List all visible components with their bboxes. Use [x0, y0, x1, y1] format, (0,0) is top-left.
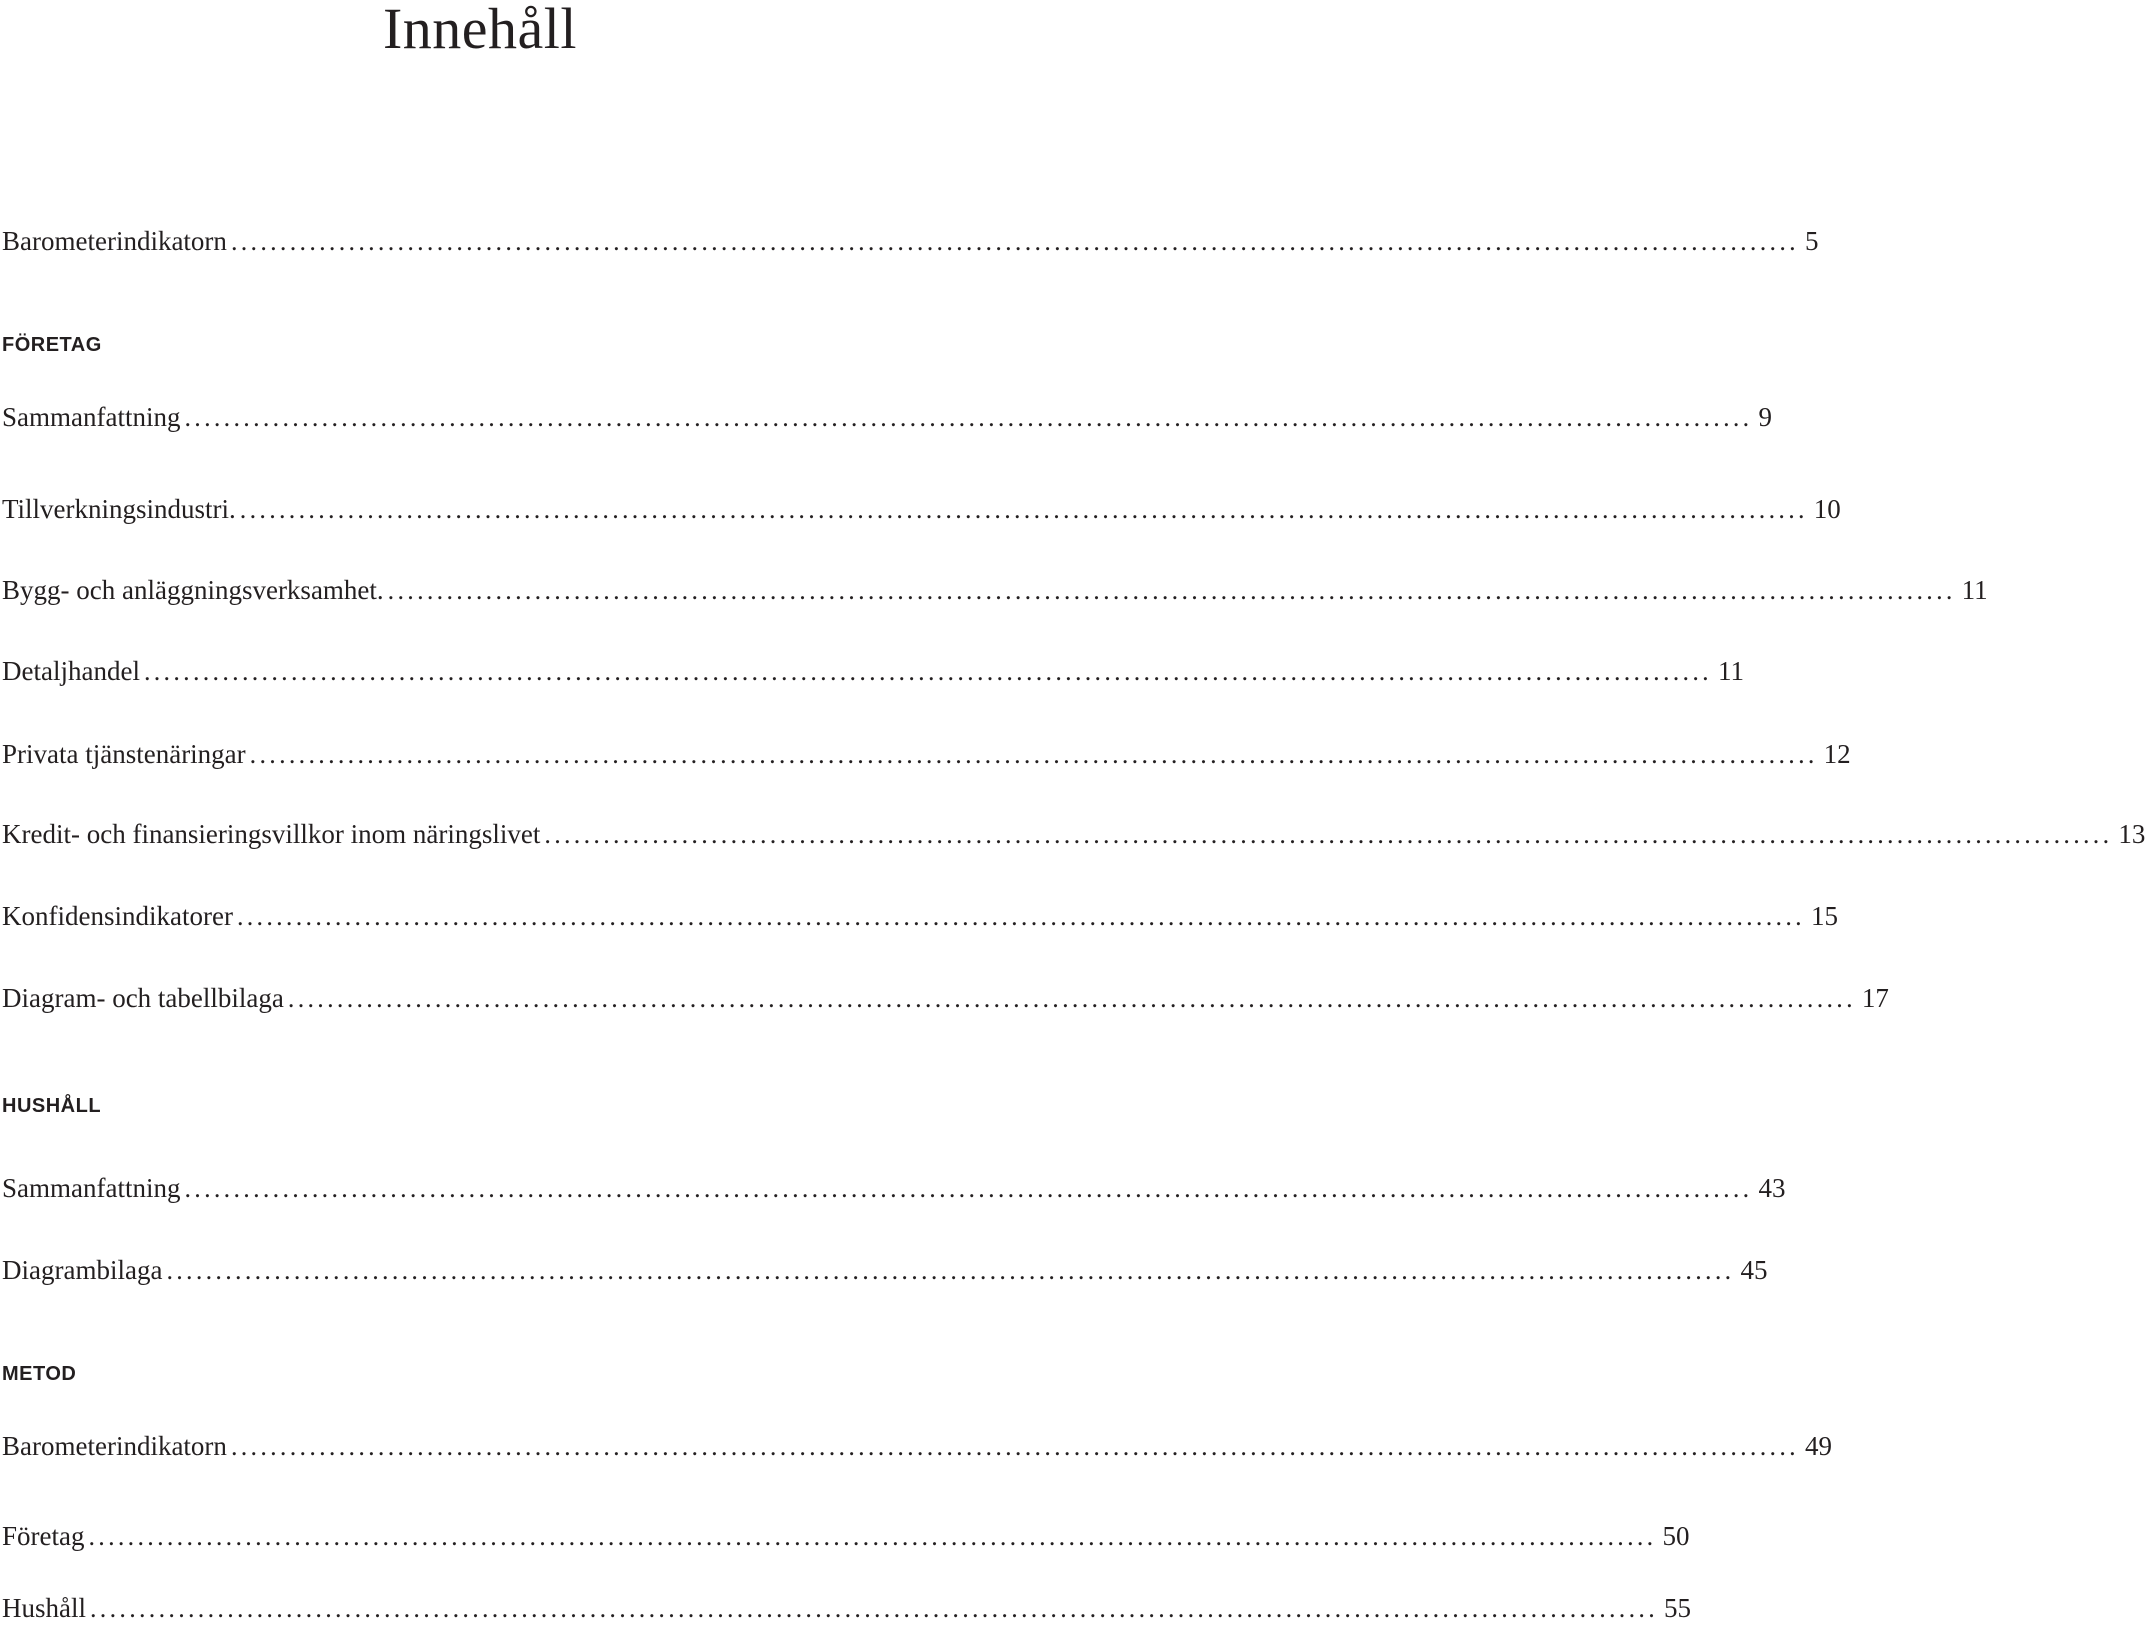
- toc-entry-page-number: 50: [1662, 1521, 1690, 1551]
- toc-entry-page-number: 5: [1804, 226, 1819, 256]
- toc-entry-page-number: 10: [1813, 494, 1841, 524]
- section-heading-foretag: FÖRETAG: [2, 334, 102, 356]
- toc-entry-privata-tjanstenaringar[interactable]: [2, 734, 1851, 774]
- toc-entry-barometerindikatorn[interactable]: [2, 221, 1819, 261]
- toc-entry-page-number: 45: [1740, 1255, 1768, 1285]
- dot-leader: ................................................................................................................................................................: [90, 1594, 1658, 1623]
- toc-entry-page-number: 49: [1804, 1431, 1832, 1461]
- toc-entry-diagram-och-tabellbilaga[interactable]: [2, 978, 1889, 1018]
- dot-leader: ................................................................................................................................................................: [239, 495, 1808, 524]
- dot-leader: ................................................................................................................................................................: [230, 1432, 1799, 1461]
- dot-leader: ................................................................................................................................................................: [387, 576, 1956, 605]
- toc-entry-foretag[interactable]: [2, 1516, 1690, 1556]
- toc-entry-label: Hushåll: [2, 1593, 86, 1623]
- toc-entry-label: Bygg- och anläggningsverksamhet.: [2, 575, 384, 605]
- toc-entry-page-number: 11: [1961, 575, 1988, 605]
- toc-entry-tillverkningsindustri[interactable]: [2, 489, 1841, 529]
- toc-entry-label: Barometerindikatorn: [2, 1431, 227, 1461]
- toc-entry-label: Detaljhandel: [2, 656, 140, 686]
- dot-leader: ................................................................................................................................................................: [88, 1522, 1657, 1551]
- dot-leader: ................................................................................................................................................................: [287, 984, 1856, 1013]
- toc-entry-label: Tillverkningsindustri.: [2, 494, 236, 524]
- dot-leader: ................................................................................................................................................................: [143, 657, 1712, 686]
- dot-leader: ................................................................................................................................................................: [249, 740, 1818, 769]
- toc-entry-page-number: 13: [2118, 819, 2145, 849]
- toc-entry-hushall-sammanfattning[interactable]: [2, 1168, 1786, 1208]
- toc-entry-konfidensindikatorer[interactable]: [2, 896, 1838, 936]
- section-heading-hushall: HUSHÅLL: [2, 1095, 102, 1117]
- dot-leader: ................................................................................................................................................................: [236, 902, 1805, 931]
- toc-entry-bygg-och-anlaggningsverksamhet[interactable]: [2, 570, 1988, 610]
- toc-entry-label: Sammanfattning: [2, 402, 181, 432]
- toc-entry-page-number: 43: [1758, 1173, 1786, 1203]
- toc-entry-label: Företag: [2, 1521, 85, 1551]
- dot-leader: ................................................................................................................................................................: [184, 1174, 1753, 1203]
- toc-entry-label: Barometerindikatorn: [2, 226, 227, 256]
- toc-entry-metod-barometerindikatorn[interactable]: [2, 1426, 1832, 1466]
- toc-entry-label: Kredit- och finansieringsvillkor inom näringslivet: [2, 819, 541, 849]
- toc-entry-page-number: 15: [1810, 901, 1838, 931]
- dot-leader: ................................................................................................................................................................: [184, 403, 1753, 432]
- toc-entry-page-number: 9: [1758, 402, 1772, 432]
- toc-entry-label: Diagram- och tabellbilaga: [2, 983, 284, 1013]
- section-heading-metod: METOD: [2, 1363, 77, 1385]
- dot-leader: ................................................................................................................................................................: [544, 820, 2113, 849]
- toc-entry-page-number: 55: [1664, 1593, 1691, 1623]
- toc-entry-kredit-och-finansieringsvillkor[interactable]: [2, 814, 2145, 854]
- toc-entry-page-number: 17: [1861, 983, 1889, 1013]
- toc-entry-diagrambilaga[interactable]: [2, 1250, 1768, 1290]
- toc-entry-detaljhandel[interactable]: [2, 651, 1744, 691]
- toc-entry-sammanfattning[interactable]: [2, 397, 1772, 437]
- dot-leader: ................................................................................................................................................................: [166, 1256, 1735, 1285]
- toc-entry-hushall[interactable]: [2, 1588, 1691, 1628]
- dot-leader: ................................................................................................................................................................: [230, 227, 1799, 256]
- page-title: Innehåll: [382, 0, 578, 61]
- toc-entry-label: Konfidensindikatorer: [2, 901, 233, 931]
- toc-entry-page-number: 12: [1823, 739, 1851, 769]
- toc-entry-label: Sammanfattning: [2, 1173, 181, 1203]
- toc-entry-label: Diagrambilaga: [2, 1255, 163, 1285]
- toc-entry-page-number: 11: [1717, 656, 1744, 686]
- toc-entry-label: Privata tjänstenäringar: [2, 739, 246, 769]
